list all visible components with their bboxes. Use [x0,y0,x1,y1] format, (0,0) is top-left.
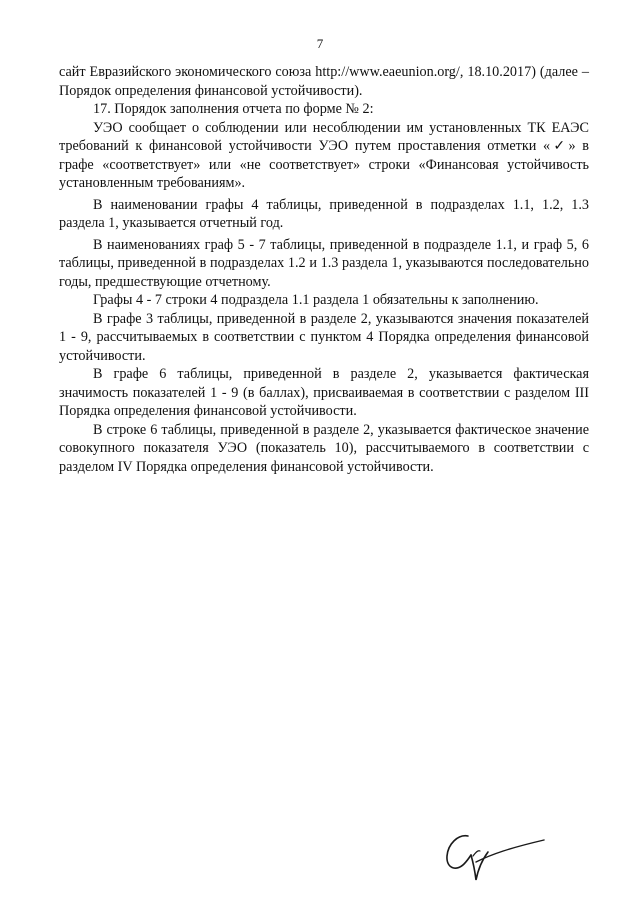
page-number: 7 [316,36,324,51]
paragraph-compliance-mark: УЭО сообщает о соблюдении или несоблюдении им установленных ТК ЕАЭС требований к финансовой устойчивости УЭО путем проставления отметки «✓» в графе «соответствует» или «не соответствует» строки «Финансовая устойчивость установленным требованиям». [59,119,589,191]
paragraph-row-6-aggregate: В строке 6 таблицы, приведенной в разделе 2, указывается фактическое значение совокупного показателя УЭО (показатель 10), рассчитываемого в соответствии с разделом IV Порядка определения финансовой устойчивости. [59,421,589,475]
document-body [59,63,589,476]
paragraph-mandatory-columns: Графы 4 - 7 строки 4 подраздела 1.1 раздела 1 обязательны к заполнению. [93,292,539,308]
paragraph-item-17-heading: 17. Порядок заполнения отчета по форме № 2: [93,101,374,117]
paragraph-column-6-significance: В графе 6 таблицы, приведенной в разделе 2, указывается фактическая значимость показателей 1 - 9 (в баллах), присваиваемая в соответствии с разделом III Порядка определения финансовой устойчивости. [59,366,589,419]
handwritten-signature-icon [440,822,550,884]
paragraph-continuation: сайт Евразийского экономического союза http://www.eaeunion.org/, 18.10.2017) (далее – Порядок определения финансовой устойчивости). [59,64,589,99]
paragraph-columns-5-7-names: В наименованиях граф 5 - 7 таблицы, приведенной в подразделе 1.1, и граф 5, 6 таблицы, приведенной в подразделах 1.2 и 1.3 раздела 1, указываются последовательно годы, предшествующие отчетному. [59,236,589,290]
paragraph-column-3-values: В графе 3 таблицы, приведенной в разделе 2, указываются значения показателей 1 - 9, рассчитываемых в соответствии с пунктом 4 Порядка определения финансовой устойчивости. [59,310,589,364]
paragraph-column-4-name: В наименовании графы 4 таблицы, приведенной в подразделах 1.1, 1.2, 1.3 раздела 1, указывается отчетный год. [59,196,589,231]
